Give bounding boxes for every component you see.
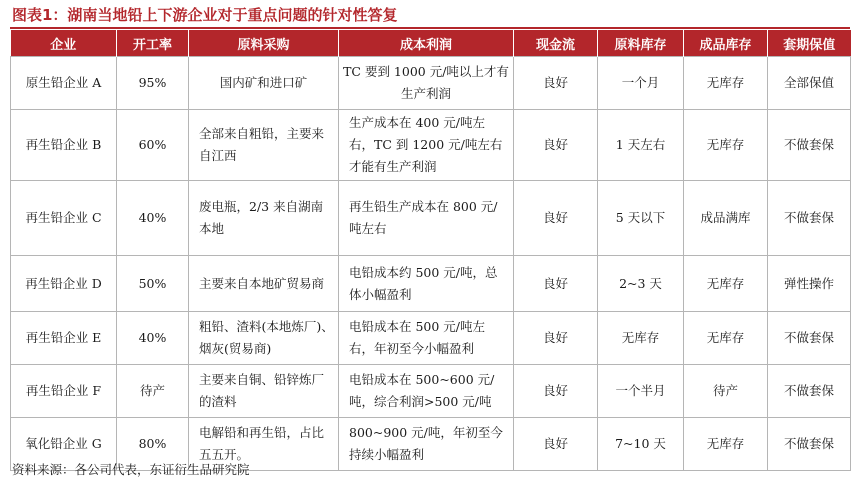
header-rate: 开工率 xyxy=(117,30,189,57)
cell-product-stock: 无库存 xyxy=(684,110,768,181)
header-enterprise: 企业 xyxy=(11,30,117,57)
cell-cost: 电铅成本在 500~600 元/吨，综合利润>500 元/吨 xyxy=(339,365,514,418)
header-cash: 现金流 xyxy=(514,30,598,57)
header-product-stock: 成品库存 xyxy=(684,30,768,57)
cell-product-stock: 待产 xyxy=(684,365,768,418)
cell-material: 电解铅和再生铅，占比五五开。 xyxy=(189,418,339,471)
cell-rate: 待产 xyxy=(117,365,189,418)
cell-cash: 良好 xyxy=(514,312,598,365)
cell-material: 主要来自铜、铅锌炼厂的渣料 xyxy=(189,365,339,418)
cell-hedge: 弹性操作 xyxy=(768,256,851,312)
cell-hedge: 不做套保 xyxy=(768,181,851,256)
cell-cash: 良好 xyxy=(514,256,598,312)
cell-enterprise: 再生铅企业 F xyxy=(11,365,117,418)
cell-raw-stock: 无库存 xyxy=(598,312,684,365)
cell-raw-stock: 1 天左右 xyxy=(598,110,684,181)
cell-raw-stock: 一个半月 xyxy=(598,365,684,418)
cell-cost: TC 要到 1000 元/吨以上才有生产利润 xyxy=(339,57,514,110)
cell-product-stock: 无库存 xyxy=(684,312,768,365)
cell-enterprise: 再生铅企业 C xyxy=(11,181,117,256)
table-row xyxy=(11,181,851,256)
cell-rate: 95% xyxy=(117,57,189,110)
cell-hedge: 不做套保 xyxy=(768,365,851,418)
cell-raw-stock: 5 天以下 xyxy=(598,181,684,256)
cell-enterprise: 原生铅企业 A xyxy=(11,57,117,110)
cell-rate: 60% xyxy=(117,110,189,181)
cell-material: 全部来自粗铅，主要来自江西 xyxy=(189,110,339,181)
table-row xyxy=(11,365,851,418)
cell-cost: 800~900 元/吨，年初至今持续小幅盈利 xyxy=(339,418,514,471)
cell-material: 粗铅、渣料(本地炼厂)、烟灰(贸易商) xyxy=(189,312,339,365)
cell-raw-stock: 2~3 天 xyxy=(598,256,684,312)
cell-material: 国内矿和进口矿 xyxy=(189,57,339,110)
cell-cost: 生产成本在 400 元/吨左右，TC 到 1200 元/吨左右才能有生产利润 xyxy=(339,110,514,181)
source-note: 资料来源：各公司代表，东证衍生品研究院 xyxy=(12,462,250,477)
header-hedge: 套期保值 xyxy=(768,30,851,57)
cell-enterprise: 再生铅企业 E xyxy=(11,312,117,365)
cell-raw-stock: 7~10 天 xyxy=(598,418,684,471)
cell-cost: 电铅成本约 500 元/吨，总体小幅盈利 xyxy=(339,256,514,312)
cell-rate: 50% xyxy=(117,256,189,312)
cell-material: 主要来自本地矿贸易商 xyxy=(189,256,339,312)
table-row xyxy=(11,110,851,181)
cell-cash: 良好 xyxy=(514,181,598,256)
cell-hedge: 全部保值 xyxy=(768,57,851,110)
cell-cash: 良好 xyxy=(514,365,598,418)
table-row xyxy=(11,256,851,312)
cell-enterprise: 再生铅企业 B xyxy=(11,110,117,181)
header-row xyxy=(11,30,851,57)
cell-material: 废电瓶，2/3 来自湖南本地 xyxy=(189,181,339,256)
header-cost: 成本利润 xyxy=(339,30,514,57)
title-rule xyxy=(10,27,850,29)
cell-raw-stock: 一个月 xyxy=(598,57,684,110)
cell-cash: 良好 xyxy=(514,110,598,181)
cell-hedge: 不做套保 xyxy=(768,312,851,365)
cell-rate: 40% xyxy=(117,181,189,256)
cell-enterprise: 再生铅企业 D xyxy=(11,256,117,312)
table-row xyxy=(11,312,851,365)
cell-cost: 电铅成本在 500 元/吨左右，年初至今小幅盈利 xyxy=(339,312,514,365)
table-row xyxy=(11,57,851,110)
cell-cash: 良好 xyxy=(514,418,598,471)
figure-title: 图表1：湖南当地铅上下游企业对于重点问题的针对性答复 xyxy=(12,6,398,24)
cell-rate: 40% xyxy=(117,312,189,365)
header-material: 原料采购 xyxy=(189,30,339,57)
cell-product-stock: 无库存 xyxy=(684,418,768,471)
cell-cash: 良好 xyxy=(514,57,598,110)
cell-hedge: 不做套保 xyxy=(768,110,851,181)
cell-enterprise: 氧化铅企业 G xyxy=(11,418,117,471)
cell-product-stock: 无库存 xyxy=(684,57,768,110)
cell-rate: 80% xyxy=(117,418,189,471)
header-raw-stock: 原料库存 xyxy=(598,30,684,57)
cell-hedge: 不做套保 xyxy=(768,418,851,471)
cell-product-stock: 成品满库 xyxy=(684,181,768,256)
lead-industry-table xyxy=(10,30,851,471)
cell-cost: 再生铅生产成本在 800 元/吨左右 xyxy=(339,181,514,256)
cell-product-stock: 无库存 xyxy=(684,256,768,312)
